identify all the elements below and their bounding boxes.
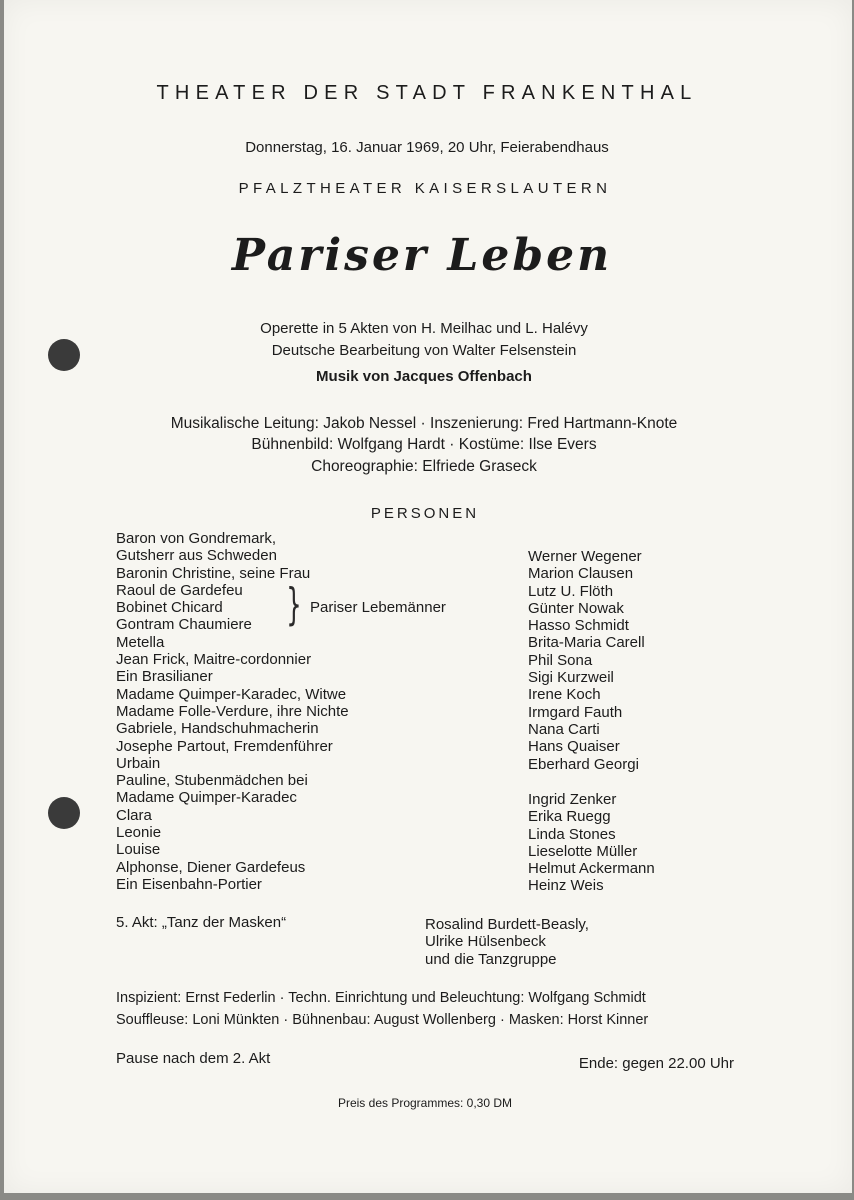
program-price: Preis des Programmes: 0,30 DM <box>337 1096 513 1110</box>
cast-list-a <box>528 548 645 773</box>
punch-hole-bottom <box>48 797 80 829</box>
theater-name: THEATER DER STADT FRANKENTHAL <box>156 82 698 104</box>
list-item: und die Tanzgruppe <box>425 950 557 968</box>
list-item: Brita-Maria Carell <box>528 634 645 652</box>
list-item: Gabriele, Handschuhmacherin <box>116 720 319 738</box>
list-item: Irmgard Fauth <box>528 703 623 721</box>
list-item: Hasso Schmidt <box>528 617 629 635</box>
credit-line-1: Operette in 5 Akten von H. Meilhac und L. Halévy <box>260 320 588 337</box>
list-item: Madame Quimper-Karadec, Witwe <box>116 685 347 703</box>
date-line: Donnerstag, 16. Januar 1969, 20 Uhr, Feierabendhaus <box>245 139 609 156</box>
list-item: Urbain <box>116 754 161 772</box>
list-item: Jean Frick, Maitre-cordonnier <box>116 651 312 669</box>
list-item: Raoul de Gardefeu <box>116 581 243 599</box>
list-item: Heinz Weis <box>528 877 604 895</box>
group-brace: } <box>286 579 302 630</box>
list-item: Madame Folle-Verdure, ihre Nichte <box>116 702 349 720</box>
end-time: Ende: gegen 22.00 Uhr <box>578 1055 734 1072</box>
list-item: Louise <box>116 841 161 859</box>
list-item: Eberhard Georgi <box>528 755 639 773</box>
list-item: Bobinet Chicard <box>116 599 223 617</box>
crew-line-2: Souffleuse: Loni Münkten · Bühnenbau: August Wollenberg · Masken: Horst Kinner <box>116 1012 649 1028</box>
list-item: Lutz U. Flöth <box>528 582 614 600</box>
list-item: Baronin Christine, seine Frau <box>116 564 311 582</box>
list-item: Nana Carti <box>528 720 600 738</box>
list-item: Lieselotte Müller <box>528 842 638 860</box>
staff-line-1: Musikalische Leitung: Jakob Nessel · Inszenierung: Fred Hartmann-Knote <box>170 415 678 432</box>
list-item: Günter Nowak <box>528 599 624 617</box>
role-list <box>116 530 349 893</box>
list-item: Gutsherr aus Schweden <box>116 547 277 565</box>
company-name: PFALZTHEATER KAISERSLAUTERN <box>238 180 612 197</box>
page-title: Pariser Leben <box>231 230 613 281</box>
personen-heading: PERSONEN <box>370 505 480 522</box>
list-item: Irene Koch <box>528 686 601 704</box>
list-item: Pauline, Stubenmädchen bei <box>116 772 308 790</box>
credit-line-3: Musik von Jacques Offenbach <box>316 368 532 385</box>
list-item: Rosalind Burdett-Beasly, <box>425 916 589 933</box>
list-item: Ein Eisenbahn-Portier <box>116 875 262 893</box>
list-item: Helmut Ackermann <box>528 860 655 878</box>
list-item: Leonie <box>116 824 162 842</box>
pause-note: Pause nach dem 2. Akt <box>116 1050 271 1067</box>
list-item: Ulrike Hülsenbeck <box>425 933 546 951</box>
list-item: Metella <box>116 633 165 651</box>
staff-line-3: Choreographie: Elfriede Graseck <box>311 458 537 475</box>
list-item: Ein Brasilianer <box>116 668 213 686</box>
staff-line-2: Bühnenbild: Wolfgang Hardt · Kostüme: Ilse Evers <box>251 436 597 453</box>
list-item: Baron von Gondremark, <box>116 530 277 547</box>
list-item: Werner Wegener <box>528 548 642 565</box>
list-item: Josephe Partout, Fremdenführer <box>116 737 333 755</box>
list-item: Madame Quimper-Karadec <box>116 789 297 807</box>
group-label: Pariser Lebemänner <box>310 599 446 616</box>
credit-line-2: Deutsche Bearbeitung von Walter Felsenstein <box>271 342 577 359</box>
list-item: Sigi Kurzweil <box>528 669 614 687</box>
list-item: Hans Quaiser <box>528 738 620 756</box>
dance-performers <box>425 916 589 968</box>
list-item: Clara <box>116 806 152 824</box>
crew-line-1: Inspizient: Ernst Federlin · Techn. Einrichtung und Beleuchtung: Wolfgang Schmidt <box>116 990 646 1006</box>
list-item: Gontram Chaumiere <box>116 616 252 634</box>
list-item: Ingrid Zenker <box>528 791 617 808</box>
list-item: Erika Ruegg <box>528 808 611 826</box>
cast-list-b <box>528 791 655 895</box>
list-item: Linda Stones <box>528 825 616 843</box>
dance-label: 5. Akt: „Tanz der Masken“ <box>116 914 287 931</box>
list-item: Phil Sona <box>528 651 593 669</box>
list-item: Alphonse, Diener Gardefeus <box>116 858 306 876</box>
list-item: Marion Clausen <box>528 565 634 583</box>
